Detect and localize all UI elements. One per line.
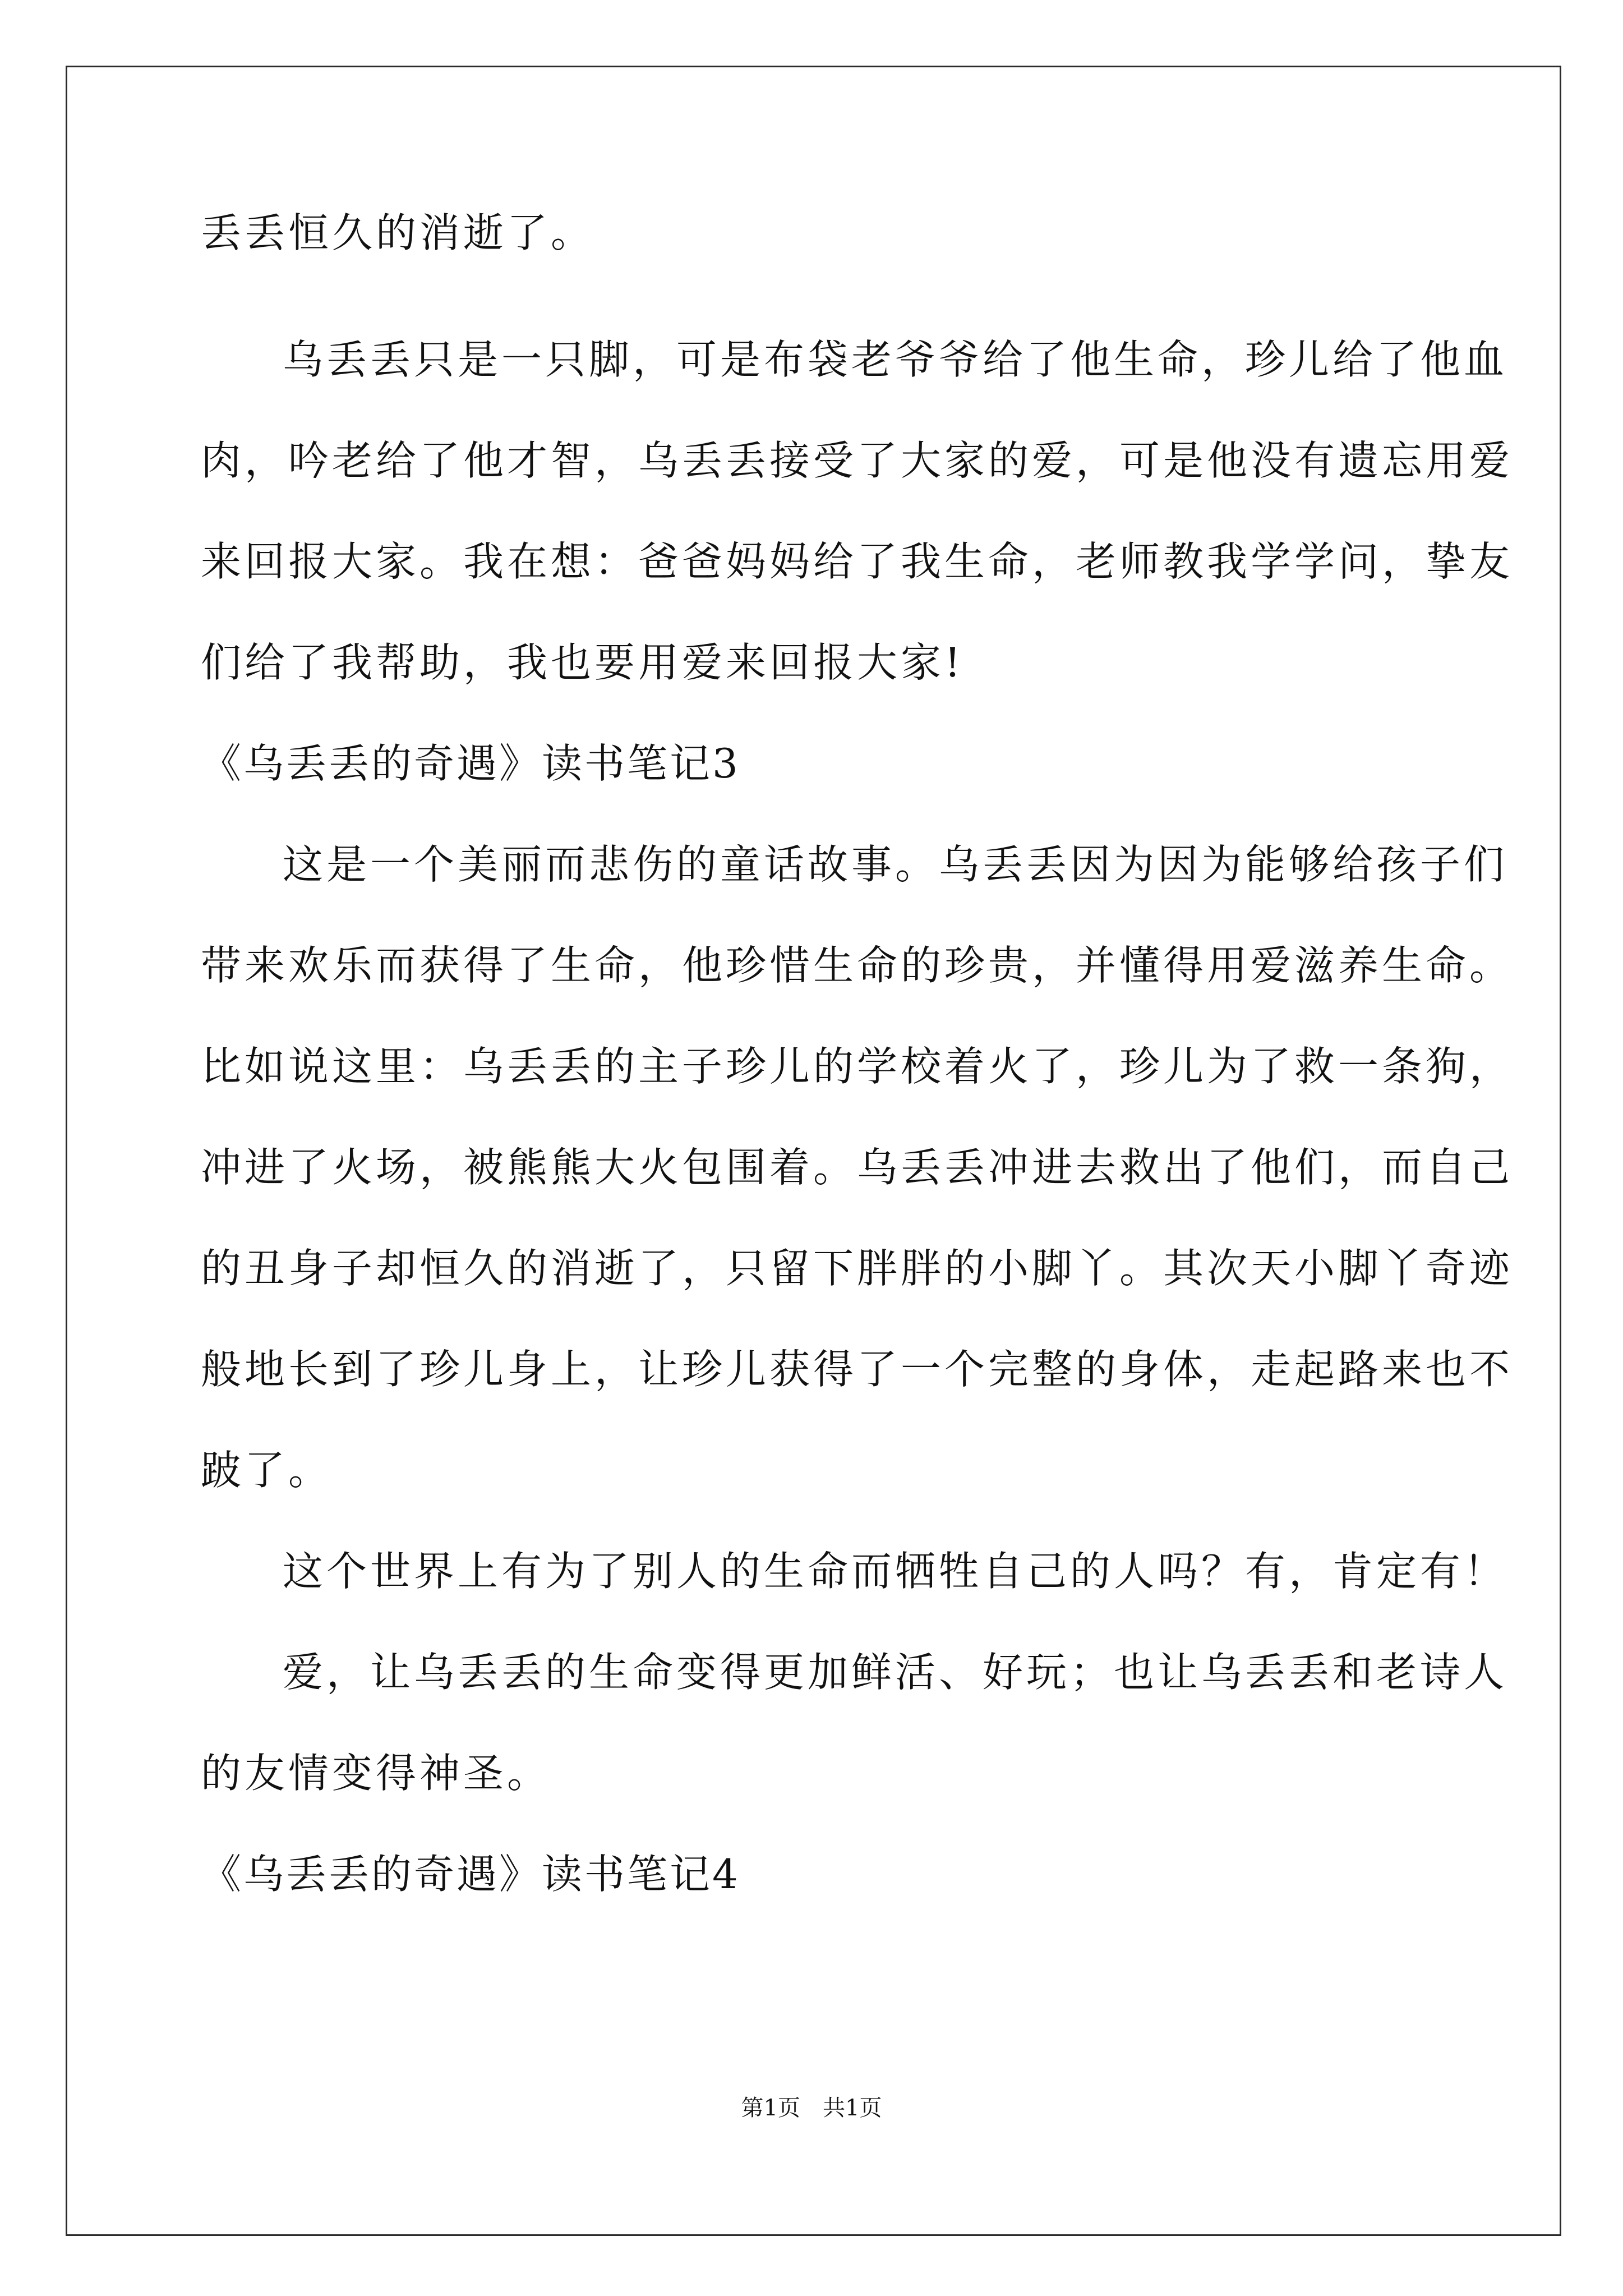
paragraph-line: 爱，让乌丢丢的生命变得更加鲜活、好玩；也让乌丢丢和老诗人 [283,1649,1508,1696]
paragraph-line: 乌丢丢只是一只脚，可是布袋老爷爷给了他生命，珍儿给了他血 [283,336,1508,383]
paragraph-line: 这个世界上有为了别人的生命而牺牲自己的人吗？有，肯定有！ [283,1548,1508,1595]
paragraph-line: 肉，吟老给了他才智，乌丢丢接受了大家的爱，可是他没有遗忘用爱 [201,437,1514,484]
paragraph-line: 般地长到了珍儿身上，让珍儿获得了一个完整的身体，走起路来也不 [201,1346,1514,1393]
paragraph-line: 带来欢乐而获得了生命，他珍惜生命的珍贵，并懂得用爱滋养生命。 [201,942,1514,989]
paragraph-line: 比如说这里：乌丢丢的主子珍儿的学校着火了，珍儿为了救一条狗， [201,1043,1514,1090]
section-heading: 《乌丢丢的奇遇》读书笔记3 [201,740,740,787]
paragraph-line: 的友情变得神圣。 [201,1750,551,1797]
paragraph-line: 的丑身子却恒久的消逝了，只留下胖胖的小脚丫。其次天小脚丫奇迹 [201,1245,1514,1292]
section-heading: 《乌丢丢的奇遇》读书笔记4 [201,1851,740,1898]
paragraph-line: 们给了我帮助，我也要用爱来回报大家! [201,639,964,686]
paragraph-line: 丢丢恒久的消逝了。 [201,209,595,256]
paragraph-line: 跛了。 [201,1447,333,1494]
paragraph-line: 这是一个美丽而悲伤的童话故事。乌丢丢因为因为能够给孩子们 [283,841,1508,888]
paragraph-line: 冲进了火场，被熊熊大火包围着。乌丢丢冲进去救出了他们，而自己 [201,1144,1514,1191]
paragraph-line: 来回报大家。我在想：爸爸妈妈给了我生命，老师教我学学问，挚友 [201,538,1514,585]
page-number-footer: 第1页 共1页 [741,2095,882,2121]
